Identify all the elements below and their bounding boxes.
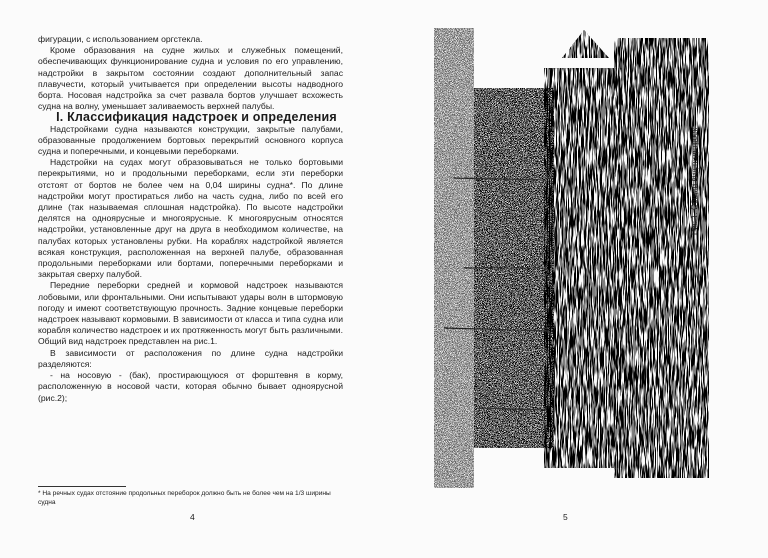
- page-number-left: 4: [190, 512, 195, 522]
- section-paragraph: Надстройками судна называются конструкции, закрытые палубами, образованные продолжением бортовых перекрытий основного корпуса судна и поперечными, и концевыми переборками.: [38, 123, 343, 157]
- page-number-right: 5: [563, 512, 568, 522]
- footnote: * На речных судах отстояние продольных переборок должно быть не более чем на 1/3 ширины судна: [38, 490, 331, 506]
- section-paragraph: Надстройки на судах могут образовываться не только бортовыми перекрытиями, но и продольными переборками, если эти переборки отстоят от бортов не более чем на 0,04 ширины судна*. По длине надстройки могут простираться либо на часть судна, либо по всей его длине (так называемая сплошная надстройка). По высоте надстройки делятся на одноярусные и многоярусные. К многоярусным относятся надстройки, установленные друг на друга в необходимом количестве, на палубах которых установлены рубки. На кораблях надстройкой является всякая конструкция, расположенная на верхней палубе, образованная продольными переборками или бортами, поперечными переборками и закрытая сверху палубой.: [38, 157, 343, 280]
- left-body-text: [38, 34, 343, 404]
- ship-photo-figure: [434, 28, 722, 488]
- sky-texture: [434, 28, 474, 488]
- intro-paragraph: Кроме образования на судне жилых и служебных помещений, обеспечивающих функционирование судна и условия по его управлению, надстройки в закрытом состоянии создают дополнительный запас плавучести, который учитывается при определении высоты надводного борта. Носовая надстройка за счет развала бортов улучшает всхожесть судна на волну, уменьшает заливаемость верхней палубы.: [38, 45, 343, 112]
- figure-caption: Рис.1. Общий вид надстроек: [690, 127, 699, 235]
- section-paragraph: - на носовую - (бак), простирающуюся от форштевня в корму, расположенную в носовой части, которая обычно бывает одноярусной (рис.2);: [38, 370, 343, 403]
- sea-texture: [614, 38, 709, 478]
- ship-bow: [562, 30, 609, 58]
- section-paragraph: Передние переборки средней и кормовой надстроек называются лобовыми, или фронтальными. Они испытывают удары волн в штормовую погоду и имеют соответствующую прочность. Задние концевые переборки надстроек называют кормовыми. В зависимости от класса и типа судна или корабля количество надстроек и их протяженность могут быть различными. Общий вид надстроек представлен на рис.1.: [38, 280, 343, 347]
- section-paragraph: В зависимости от расположения по длине судна надстройки разделяются:: [38, 347, 343, 369]
- section-heading: I. Классификация надстроек и определения: [56, 110, 337, 125]
- footnote-rule: [38, 486, 126, 487]
- right-page: [384, 0, 768, 558]
- ship-hull: [544, 68, 622, 468]
- intro-paragraph: фигурации, с использованием оргстекла.: [38, 34, 203, 44]
